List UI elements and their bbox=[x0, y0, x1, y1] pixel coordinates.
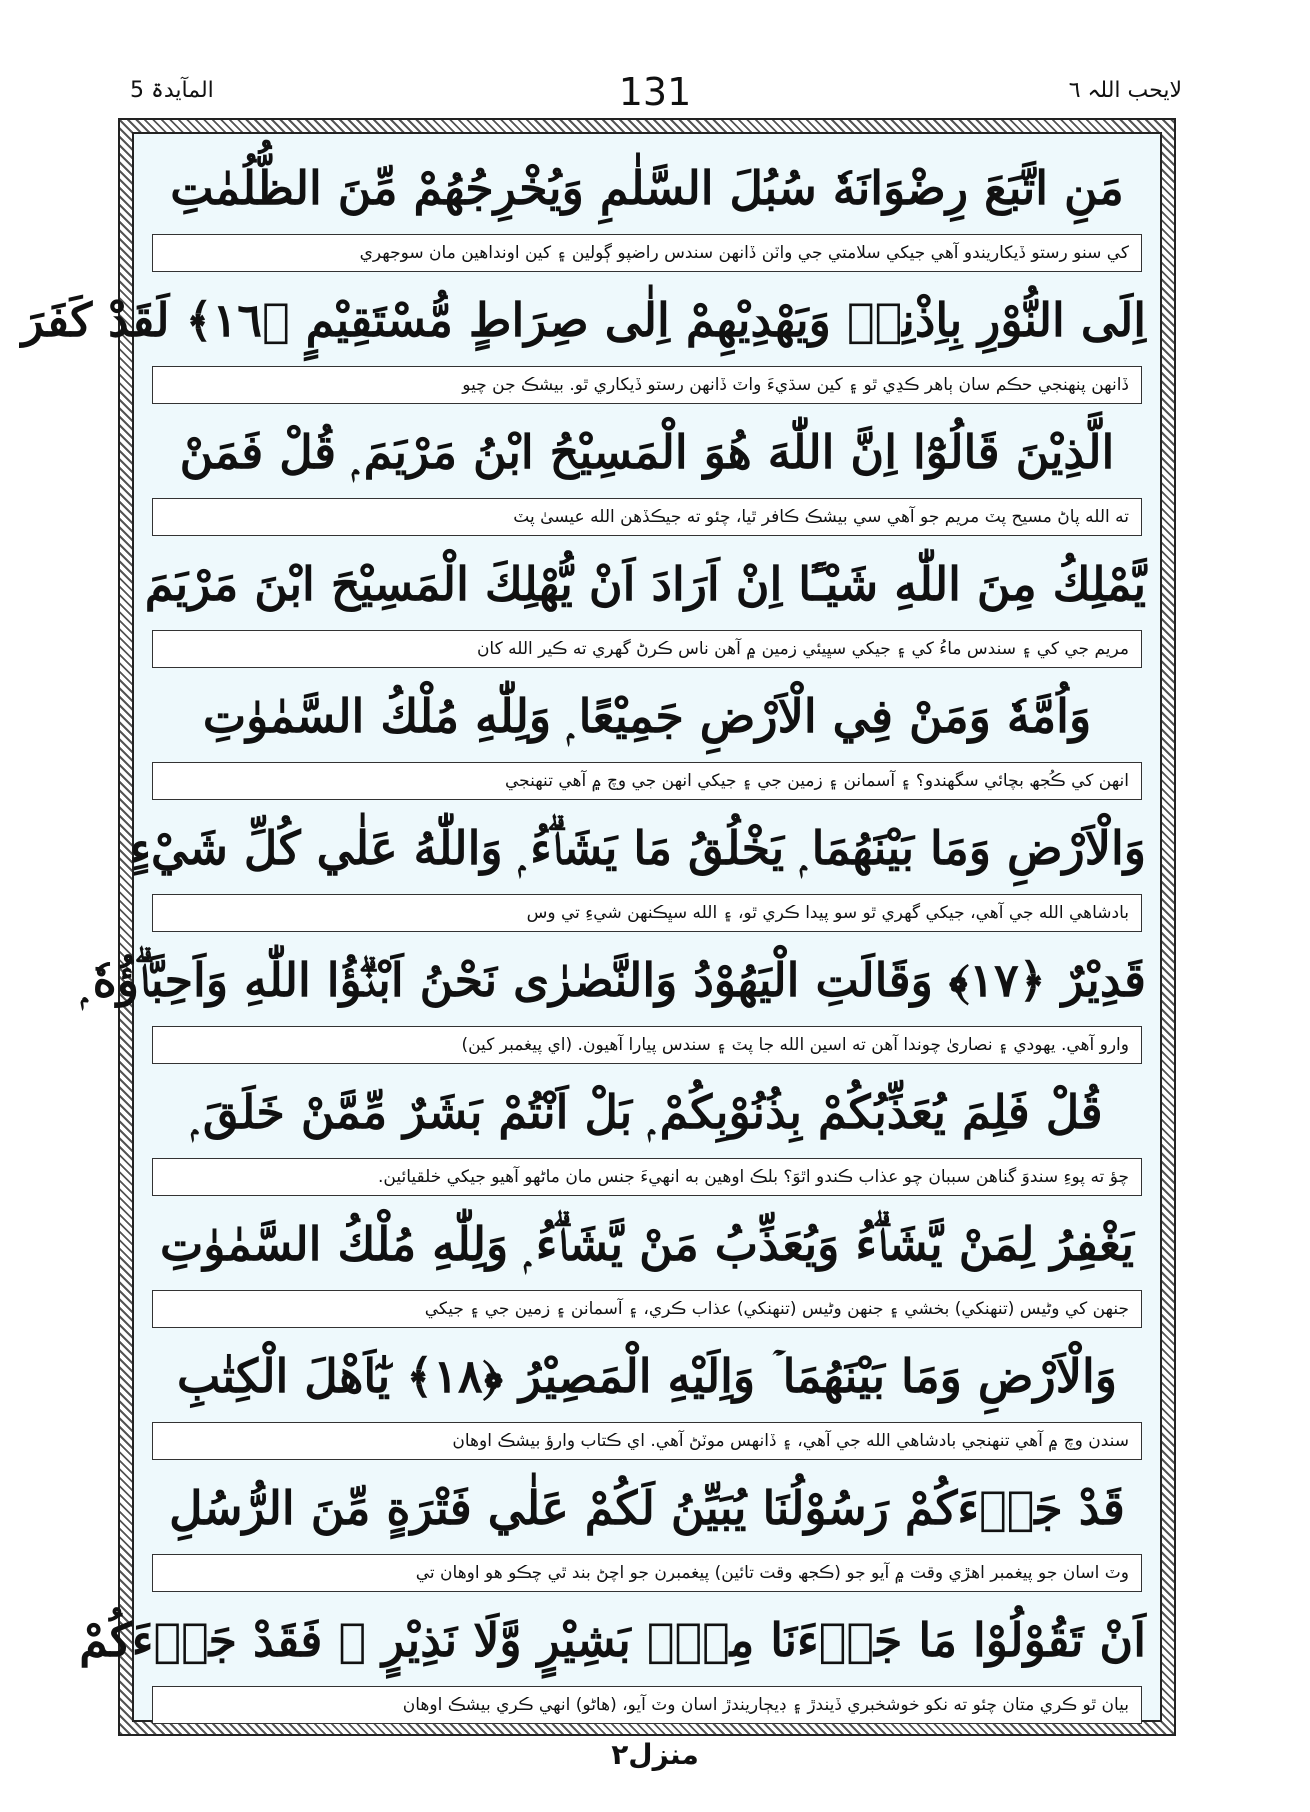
arabic-line: قَدْ جَاۗءَكُمْ رَسُوْلُنَا يُبَيِّنُ لَكُمْ عَلٰي فَتْرَةٍ مِّنَ الرُّسُلِ bbox=[169, 1481, 1125, 1535]
translation-line: جنهن کي وڻيس (تنهنکي) بخشي ۽ جنهن وڻيس (تنهنکي) عذاب ڪري، ۽ آسمانن ۽ زمين جي ۽ جيکي bbox=[152, 1290, 1142, 1328]
arabic-line: وَالْاَرْضِ وَمَا بَيْنَهُمَا ۡ وَاِلَيْهِ الْمَصِيْرُ ﴿١٨﴾ يٰٓاَهْلَ الْكِتٰبِ bbox=[177, 1349, 1117, 1403]
arabic-line: قَدِيْرٌ ﴿١٧﴾ وَقَالَتِ الْيَهُوْدُ وَالنَّصٰرٰى نَحْنُ اَبْنٰۗؤُا اللّٰهِ وَاَحِبَّاۗؤُهٗ ۭ bbox=[81, 953, 1146, 1007]
page-border bbox=[21, 118, 1176, 1736]
translation-line: بيان ٿو ڪري متان چئو ته نکو خوشخبري ڏيندڙ ۽ ڊيڄاريندڙ اسان وٽ آيو، (هاڻو) انهي ڪري بيشڪ اوهان bbox=[152, 1686, 1142, 1724]
translation-line: ڏانهن پنهنجي حڪم سان ٻاهر ڪڍي ٿو ۽ کين سڌيءَ واٽ ڏانهن رستو ڏيکاري ٿو. بيشڪ جن چيو bbox=[152, 366, 1142, 404]
juz-name: لایحب اللہ ٦ bbox=[1068, 78, 1182, 103]
arabic-line: مَنِ اتَّبَعَ رِضْوَانَهٗ سُبُلَ السَّلٰمِ وَيُخْرِجُهُمْ مِّنَ الظُّلُمٰتِ bbox=[170, 161, 1124, 215]
translation-line: کي سنو رستو ڏيکاريندو آهي جيکي سلامتي جي واٽن ڏانهن سندس راضپو ڳولين ۽ کين اونداهين مان سوجهري bbox=[152, 234, 1142, 272]
arabic-line: اِلَى النُّوْرِ بِاِذْنِهٖ وَيَهْدِيْهِمْ اِلٰى صِرَاطٍ مُّسْتَقِيْمٍ ﴿١٦﴾ لَقَدْ كَفَرَ bbox=[21, 293, 1146, 347]
translation-line: چؤ ته پوءِ سندوَ گناهن سببان چو عذاب ڪندو اٿوَ؟ بلڪ اوهين به انهيءَ جنس مان ماڻهو آهيو جيکي خلقيائين. bbox=[152, 1158, 1142, 1196]
translation-line: انهن کي ڪُجھ بچائي سگهندو؟ ۽ آسمانن ۽ زمين جي ۽ جيکي انهن جي وچ ۾ آهي تنهنجي bbox=[152, 762, 1142, 800]
arabic-line: الَّذِيْنَ قَالُوْٓا اِنَّ اللّٰهَ هُوَ الْمَسِيْحُ ابْنُ مَرْيَمَ ۭ قُلْ فَمَنْ bbox=[179, 425, 1115, 479]
translation-line: بادشاهي الله جي آهي، جيکي گهري ٿو سو پيدا ڪري ٿو، ۽ الله سڀڪنهن شيءِ تي وس bbox=[152, 894, 1142, 932]
arabic-line: يَغْفِرُ لِمَنْ يَّشَاۗءُ وَيُعَذِّبُ مَنْ يَّشَاۗءُ ۭ وَلِلّٰهِ مُلْكُ السَّمٰوٰتِ bbox=[159, 1217, 1135, 1271]
arabic-line: وَالْاَرْضِ وَمَا بَيْنَهُمَا ۭ يَخْلُقُ مَا يَشَاۗءُ ۭ وَاللّٰهُ عَلٰي كُلِّ شَيْءٍ bbox=[129, 821, 1146, 875]
translation-line: سندن وچ ۾ آهي تنهنجي بادشاهي الله جي آهي، ۽ ڏانهس موٽڻ آهي. اي ڪتاب وارؤ بيشڪ اوهان bbox=[152, 1422, 1142, 1460]
manzil-footer: منزل٢ bbox=[611, 1738, 699, 1771]
translation-line: مريم جي کي ۽ سندس ماءُ کي ۽ جيکي سڀيئي زمين ۾ آهن ناس ڪرڻ گهري ته ڪير الله کان bbox=[152, 630, 1142, 668]
translation-line: وٽ اسان جو پيغمبر اهڙي وقت ۾ آيو جو (ڪجھ وقت تائين) پيغمبرن جو اچڻ بند ٿي چڪو هو اوهان تي bbox=[152, 1554, 1142, 1592]
translation-line: ته الله پاڻ مسيح پٽ مريم جو آهي سي بيشڪ ڪافر ٿيا، چئو ته جيڪڏهن الله عيسىٰ پٽ bbox=[152, 498, 1142, 536]
arabic-line: اَنْ تَقُوْلُوْا مَا جَاۗءَنَا مِنْۢ بَشِيْرٍ وَّلَا نَذِيْرٍ ۡ فَقَدْ جَاۗءَكُمْ bbox=[79, 1613, 1146, 1667]
translation-line: وارو آهي. يهودي ۽ نصارىٰ چوندا آهن ته اسين الله جا پٽ ۽ سندس پيارا آهيون. (اي پيغمبر کين) bbox=[152, 1026, 1142, 1064]
page-number: 131 bbox=[618, 70, 692, 114]
arabic-line: وَاُمَّهٗ وَمَنْ فِي الْاَرْضِ جَمِيْعًا ۭ وَلِلّٰهِ مُلْكُ السَّمٰوٰتِ bbox=[202, 689, 1092, 743]
arabic-line: قُلْ فَلِمَ يُعَذِّبُكُمْ بِذُنُوْبِكُمْ ۭ بَلْ اَنْتُمْ بَشَرٌ مِّمَّنْ خَلَقَ ۭ bbox=[191, 1085, 1103, 1139]
arabic-line: يَّمْلِكُ مِنَ اللّٰهِ شَيْـًٔا اِنْ اَرَادَ اَنْ يُّهْلِكَ الْمَسِيْحَ ابْنَ مَرْيَمَ bbox=[144, 557, 1146, 611]
surah-name: المآیدۃ 5 bbox=[130, 78, 214, 103]
text-panel bbox=[21, 132, 1162, 1722]
